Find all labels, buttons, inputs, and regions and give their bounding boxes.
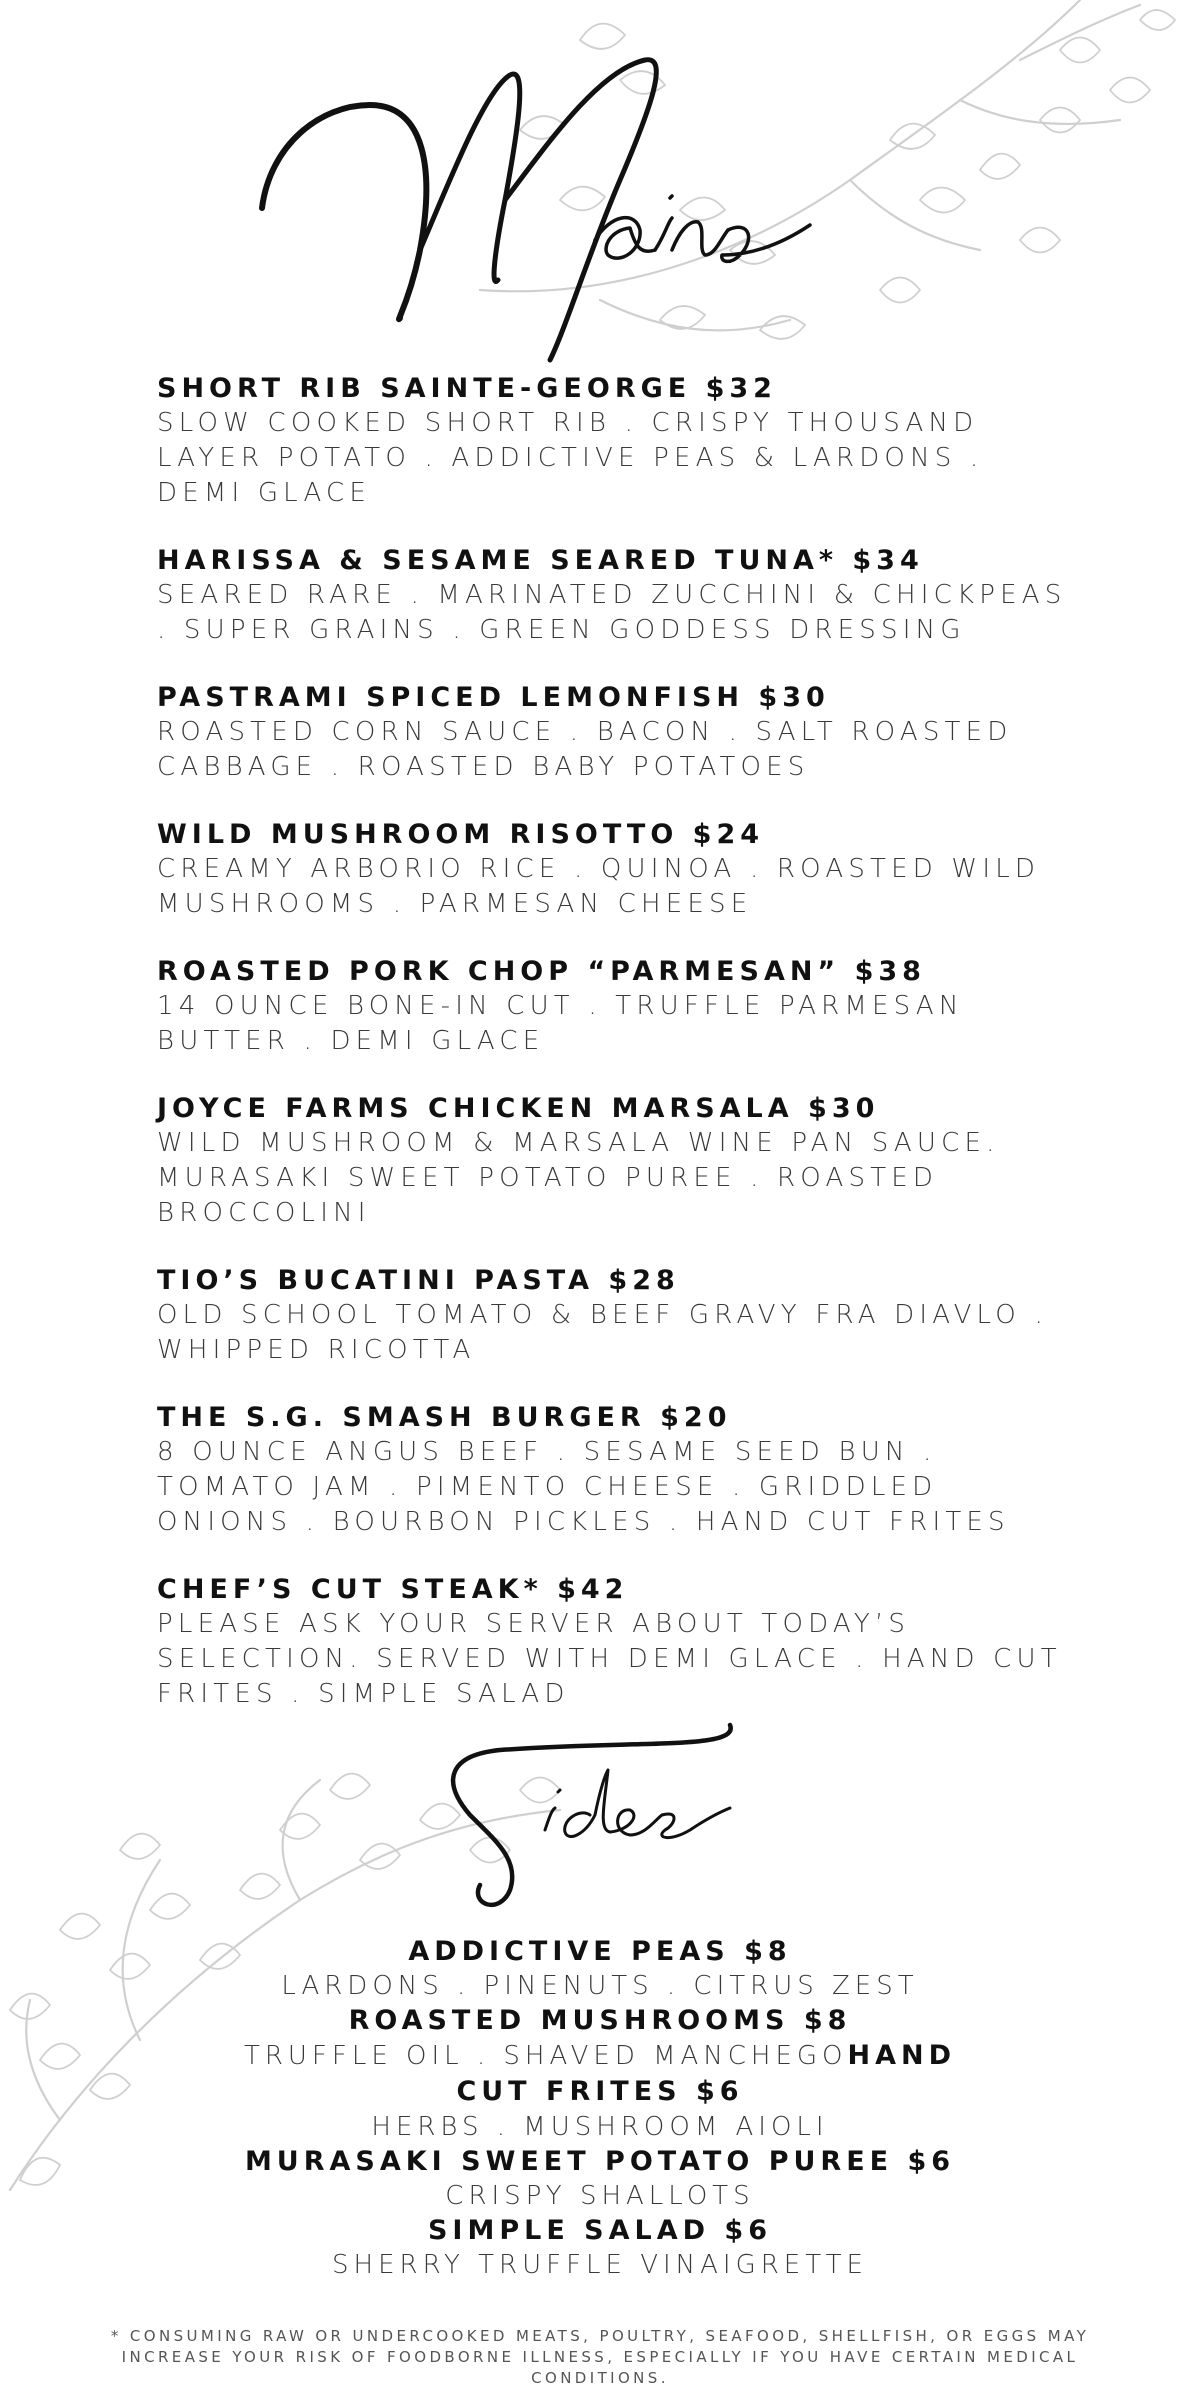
side-name: ADDICTIVE PEAS $8: [408, 1936, 792, 1967]
item-description: 8 OUNCE ANGUS BEEF . SESAME SEED BUN . TOMATO JAM . PIMENTO CHEESE . GRIDDLED ONIONS . BOURBON PICKLES . HAND CUT FRITES: [157, 1437, 1010, 1537]
main-item: [157, 544, 1067, 648]
main-item: [157, 1573, 1067, 1712]
main-item: [157, 1092, 1067, 1231]
side-name: MURASAKI SWEET POTATO PUREE $6: [244, 2146, 956, 2177]
item-name: ROASTED PORK CHOP “PARMESAN” $38: [157, 956, 926, 987]
food-safety-disclaimer: * CONSUMING RAW OR UNDERCOOKED MEATS, POULTRY, SEAFOOD, SHELLFISH, OR EGGS MAY INCREASE YOUR RISK OF FOODBORNE ILLNESS, ESPECIALLY IF YOU HAVE CERTAIN MEDICAL CONDITIONS.: [110, 2327, 1090, 2387]
side-name: ROASTED MUSHROOMS $8: [348, 2005, 852, 2036]
item-name: JOYCE FARMS CHICKEN MARSALA $30: [157, 1093, 880, 1124]
side-description: LARDONS . PINENUTS . CITRUS ZEST: [281, 1971, 919, 2001]
mains-heading: [250, 50, 890, 380]
side-description: CRISPY SHALLOTS: [445, 2181, 755, 2211]
main-item: [157, 372, 1067, 511]
sides-list: [200, 1935, 1000, 2283]
sides-heading: [440, 1720, 760, 1920]
item-description: SLOW COOKED SHORT RIB . CRISPY THOUSAND LAYER POTATO . ADDICTIVE PEAS & LARDONS . DEMI GLACE: [157, 408, 984, 508]
main-item: [157, 1401, 1067, 1540]
main-item: [157, 1264, 1067, 1368]
side-name: HAND CUT FRITES $6: [456, 2040, 957, 2107]
side-description: SHERRY TRUFFLE VINAIGRETTE: [332, 2250, 868, 2280]
item-description: PLEASE ASK YOUR SERVER ABOUT TODAY’S SELECTION. SERVED WITH DEMI GLACE . HAND CUT FRITES . SIMPLE SALAD: [157, 1609, 1062, 1709]
item-name: HARISSA & SESAME SEARED TUNA* $34: [157, 545, 924, 576]
item-name: THE S.G. SMASH BURGER $20: [157, 1402, 732, 1433]
item-name: TIO’S BUCATINI PASTA $28: [157, 1265, 680, 1296]
item-description: OLD SCHOOL TOMATO & BEEF GRAVY FRA DIAVLO . WHIPPED RICOTTA: [157, 1300, 1048, 1365]
item-description: SEARED RARE . MARINATED ZUCCHINI & CHICKPEAS . SUPER GRAINS . GREEN GODDESS DRESSING: [157, 580, 1067, 645]
item-name: PASTRAMI SPICED LEMONFISH $30: [157, 682, 830, 713]
main-item: [157, 955, 1067, 1059]
item-name: CHEF’S CUT STEAK* $42: [157, 1574, 629, 1605]
side-inline-line: [200, 2038, 1000, 2110]
item-description: WILD MUSHROOM & MARSALA WINE PAN SAUCE. MURASAKI SWEET POTATO PUREE . ROASTED BROCCOLINI: [157, 1128, 1000, 1228]
side-name: SIMPLE SALAD $6: [427, 2215, 773, 2246]
main-item: [157, 818, 1067, 922]
item-description: CREAMY ARBORIO RICE . QUINOA . ROASTED WILD MUSHROOMS . PARMESAN CHEESE: [157, 854, 1041, 919]
item-name: WILD MUSHROOM RISOTTO $24: [157, 819, 765, 850]
side-description: TRUFFLE OIL . SHAVED MANCHEGO: [243, 2041, 848, 2071]
mains-list: [157, 372, 1067, 1745]
item-description: 14 OUNCE BONE-IN CUT . TRUFFLE PARMESAN BUTTER . DEMI GLACE: [157, 991, 964, 1056]
item-name: SHORT RIB SAINTE-GEORGE $32: [157, 373, 777, 404]
item-description: ROASTED CORN SAUCE . BACON . SALT ROASTED CABBAGE . ROASTED BABY POTATOES: [157, 717, 1013, 782]
side-description: HERBS . MUSHROOM AIOLI: [371, 2112, 829, 2142]
main-item: [157, 681, 1067, 785]
